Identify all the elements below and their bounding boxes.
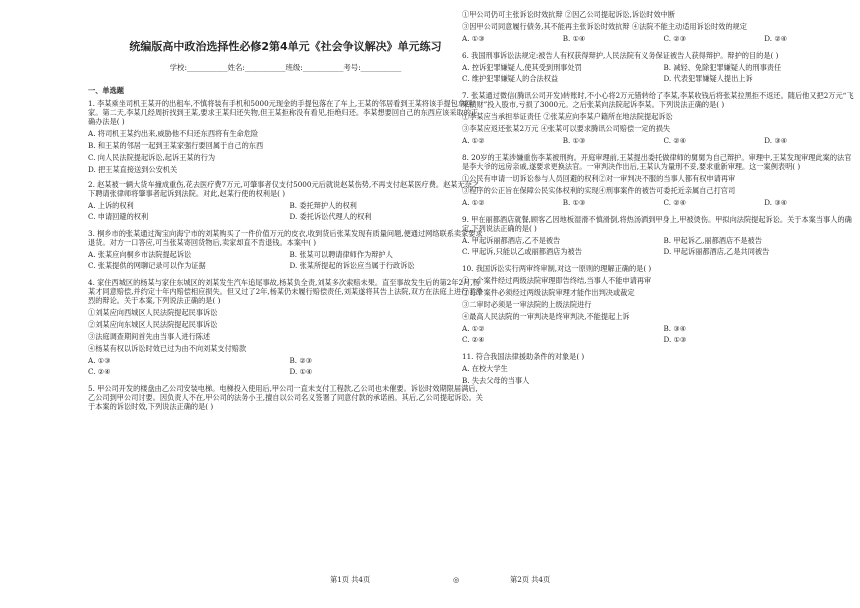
- statement-4: ④杨某有权以诉讼时效已过为由不向刘某支付赔款: [88, 344, 247, 353]
- option-a: A. ①②: [462, 198, 485, 207]
- option-a: A. 将司机王某约出来,威胁他不归还东西将有生命危险: [88, 129, 259, 138]
- option-b: B. 减轻、免除犯罪嫌疑人的刑事责任: [663, 63, 782, 72]
- question-9: [462, 215, 857, 258]
- option-a: A. 控诉犯罪嫌疑人,使其受到刑事处罚: [462, 63, 582, 72]
- statement-3-4: ③程序的公正旨在保障公民实体权利的实现④刑事案件的被告可委托近亲属自己打官司: [462, 186, 736, 195]
- statement-3: ③二审时必须是一审法院的上级法院进行: [462, 300, 592, 309]
- page-number-right: 第2页 共4页: [510, 575, 551, 584]
- option-c: C. 向人民法院提起诉讼,起诉王某的行为: [88, 153, 216, 162]
- question-stem: 8. 20岁的王某涉嫌重伤李某被刑拘。开庭审理前,王某提出委托做律师的舅舅为自己辩护。审理中,王某发现审理此案的法官是李大爷的远房亲戚,遂要求更换法官。一审判决作出后,王某认为量刑不妥,要求重新审理。这一案例表明( ): [462, 153, 852, 171]
- option-b: B. 委托辩护人的权利: [289, 201, 357, 210]
- question-4: [88, 278, 483, 378]
- question-stem: 10. 我国诉讼实行两审终审制,对这一原则的理解正确的是( ): [462, 264, 652, 273]
- binding-mark: ◎: [453, 575, 460, 584]
- option-a: A. ①②: [462, 136, 485, 145]
- statement-1-2: ①李某应当承担举证责任 ②张某应向李某户籍所在地法院提起诉讼: [462, 112, 673, 121]
- left-column: [88, 86, 483, 414]
- question-stem: 6. 我国刑事诉讼法规定:被告人有权获得辩护,人民法院有义务保证被告人获得辩护。辩护的目的是( ): [462, 51, 779, 60]
- statement-1-2: ①甲公司仍可主张诉讼时效抗辩 ②因乙公司提起诉讼,诉讼时效中断: [462, 10, 676, 19]
- question-8: [462, 153, 857, 209]
- option-d: D. ②④: [764, 34, 788, 43]
- option-a: A. 甲起诉丽都酒店,乙不是被告: [462, 236, 561, 245]
- statement-4: ④最高人民法院的一审判决是终审判决,不能提起上诉: [462, 312, 630, 321]
- option-c: C. 甲起诉,只能以乙或丽都酒店为被告: [462, 247, 582, 256]
- statement-1-2: ①公民有申请一切诉讼参与人员回避的权利②对一审判决不服的当事人都有权申请再审: [462, 174, 736, 183]
- question-3: [88, 229, 483, 272]
- section-heading: 一、单选题: [88, 86, 124, 95]
- statement-3-4: ③李某应返还张某2万元 ④张某可以要求腾讯公司赔偿一定的损失: [462, 124, 671, 133]
- option-b: B. 张某可以聘请律师作为辩护人: [289, 250, 393, 259]
- option-b: B. 失去父母的当事人: [462, 376, 530, 385]
- option-d: D. 张某所提起的诉讼应当属于行政诉讼: [289, 261, 415, 270]
- option-c: C. ②④: [88, 367, 111, 376]
- question-stem: 11. 符合我国法律援助条件的对象是( ): [462, 352, 585, 361]
- page-number-left: 第1页 共4页: [330, 575, 371, 584]
- option-d: D. ①③: [663, 335, 687, 344]
- option-b: B. ①④: [562, 34, 586, 43]
- question-5-continued: [462, 10, 857, 45]
- question-10: [462, 264, 857, 346]
- option-d: D. ③④: [764, 198, 788, 207]
- question-stem: 2. 赵某被一辆大货车撞成重伤,花去医疗费7万元,可肇事者仅支付5000元后就说赵某伤势,不再支付赵某医疗费。赵某无奈之下聘请张律师将肇事者起诉到法院。对此,赵某行使的权利是( ): [88, 180, 480, 198]
- statement-2: ②每个案件必须经过两级法院审理才能作出判决或裁定: [462, 288, 635, 297]
- statement-2: ②刘某应向东城区人民法院提起民事诉讼: [88, 320, 218, 329]
- option-d: D. ①④: [289, 367, 313, 376]
- statement-3-4: ③因甲公司同意履行债务,其不能再主张诉讼时效抗辩 ④法院不能主动适用诉讼时效的规定: [462, 22, 747, 31]
- question-stem: 9. 甲在丽都酒店就餐,顾客乙因地板湿滑不慎滑倒,将热汤洒到甲身上,甲被烫伤。甲拟向法院提起诉讼。关于本案当事人的确定,下列说法正确的是( ): [462, 215, 852, 233]
- option-a: A. ①②: [462, 324, 485, 333]
- question-stem: 1. 李某乘坐司机王某开的出租车,不慎将装有手机和5000元现金的手提包落在了车上,王某的邻居看到王某将该手提包拿回家。第二天,李某几经周折找到王某,要求王某归还失物,但王某拒称没有看见,拒绝归还。李某想要回自己的东西应该采取的正确办法是( ): [88, 99, 479, 126]
- option-d: D. 代表犯罪嫌疑人提出上诉: [663, 74, 753, 83]
- document-title: 统编版高中政治选择性必修2第4单元《社会争议解决》单元练习: [129, 40, 442, 53]
- option-c: C. 张某提供的网聊记录可以作为证据: [88, 261, 206, 270]
- question-stem: 3. 桐乡市的张某通过淘宝向海宁市的刘某购买了一件价值万元的皮衣,收到货后张某发现有质量问题,便通过网络联系卖家要求退货。对方一口答应,可当张某寄回货物后,卖家却直不肯退钱。本案中( ): [88, 229, 483, 247]
- question-2: [88, 180, 483, 223]
- statement-1: ①一个案件经过两级法院审理即告终结,当事人不能申请再审: [462, 276, 652, 285]
- option-c: C. ②④: [462, 335, 485, 344]
- option-c: C. ②③: [663, 34, 687, 43]
- option-a: A. 张某应向桐乡市法院提起诉讼: [88, 250, 192, 259]
- option-b: B. 甲起诉乙,丽都酒店不是被告: [663, 236, 762, 245]
- student-info-fields: 学校:___________姓名:___________班级:___________考号:___________: [169, 63, 402, 72]
- question-7: [462, 91, 857, 147]
- option-c: C. ②④: [663, 136, 687, 145]
- statement-3: ③法庭调查期间首先由当事人进行陈述: [88, 332, 211, 341]
- option-a: A. ①③: [462, 34, 485, 43]
- option-c: C. 申请回避的权利: [88, 212, 149, 221]
- question-6: [462, 51, 857, 85]
- option-c: C. ②④: [663, 198, 687, 207]
- question-1: [88, 99, 483, 174]
- option-b: B. ①③: [562, 136, 586, 145]
- statement-1: ①刘某应向西城区人民法院提起民事诉讼: [88, 308, 218, 317]
- option-d: D. 甲起诉丽都酒店,乙是共同被告: [663, 247, 770, 256]
- question-stem: 4. 家住西城区的杨某与家住东城区的刘某发生汽车追尾事故,杨某负全责,刘某多次索赔未果。直至事故发生后的第2年2月,杨某才同意赔偿,并约定十年内赔偿相应损失。但又过了2年,杨某仍未履行赔偿责任,刘某遂将其告上法院,双方在法庭上进行了激烈的辩论。关于本案,下列说法正确的是( ): [88, 278, 483, 305]
- right-column: [462, 10, 857, 388]
- option-d: D. 把王某直接送到公安机关: [88, 165, 178, 174]
- option-a: A. ①③: [88, 356, 111, 365]
- option-b: B. ②③: [289, 356, 313, 365]
- option-d: D. 委托诉讼代理人的权利: [289, 212, 372, 221]
- question-stem: 5. 甲公司开发的楼盘由乙公司安装电梯。电梯投入使用后,甲公司一直未支付工程款,乙公司也未催要。诉讼时效期限届满后,乙公司到甲公司讨要。因负责人不在,甲公司的法务小王,擅自以公司名义签署了同意付款的承诺函。其后,乙公司提起诉讼。关于本案的诉讼时效,下列说法正确的是( ): [88, 384, 483, 411]
- option-b: B. ③④: [663, 324, 687, 333]
- option-c: C. 维护犯罪嫌疑人的合法权益: [462, 74, 559, 83]
- option-a: A. 上诉的权利: [88, 201, 134, 210]
- option-a: A. 在校大学生: [462, 364, 508, 373]
- option-b: B. ①③: [562, 198, 586, 207]
- option-d: D. ③④: [764, 136, 788, 145]
- question-stem: 7. 张某通过微信(腾讯公司开发)转账时,不小心将2万元错转给了李某,李某收钱后将张某拉黑拒不返还。随后他又把2万元“飞来横财”投入股市,亏损了3000元。之后张某向法院起诉李某。下列说法正确的是( ): [462, 91, 854, 109]
- question-5: [88, 384, 483, 411]
- question-11: [462, 352, 857, 385]
- option-b: B. 和王某的邻居一起到王某家强行要回属于自己的东西: [88, 141, 264, 150]
